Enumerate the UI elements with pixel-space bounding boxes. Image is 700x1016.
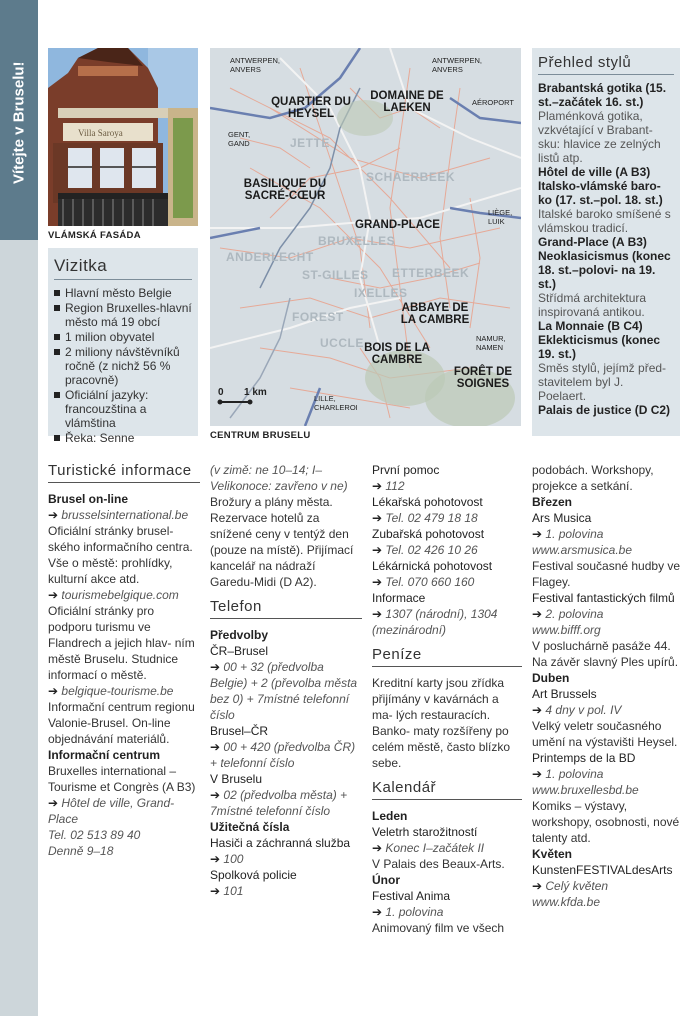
zubarska-number: ➔ Tel. 02 426 10 26 — [372, 542, 522, 558]
style-example: Grand-Place (A B3) — [538, 235, 647, 249]
direction-airport: AÉROPORT — [472, 98, 514, 107]
heading-zubarska: Zubařská pohotovost — [372, 527, 485, 541]
heading-policie: Spolková policie — [210, 868, 297, 882]
vizitka-item: Hlavní město Belgie — [54, 286, 192, 300]
heading-predvolby: Předvolby — [210, 628, 269, 642]
link-tourismebelgique[interactable]: ➔ tourismebelgique.com — [48, 587, 200, 603]
heading-lekarska: Lékařská pohotovost — [372, 495, 483, 509]
district-schaerbeek: SCHAERBEEK — [366, 170, 456, 184]
event-fantastic-film-text: V posluchárně pasáže 44. Na závěr slavný Ples upírů. — [532, 639, 679, 669]
heading-cr-brusel: ČR–Brusel — [210, 644, 269, 658]
info-center-text: Brožury a plány města. Rezervace hotelů za snížené ceny v tentýž den (pouze na místě). Přijímací kancelář na nádraží Garedu-Midi (D A2). — [210, 495, 354, 589]
prehled-box — [532, 48, 680, 436]
link-bifff[interactable]: www.bifff.org — [532, 623, 601, 637]
style-example: Hôtel de ville (A B3) — [538, 165, 651, 179]
vizitka-item: Řeka: Senne — [54, 431, 192, 445]
district-ixelles: IXELLES — [354, 286, 408, 300]
map-label-abbaye: ABBAYE DE LA CAMBRE — [400, 302, 470, 326]
event-veletrh-text: V Palais des Beaux-Arts. — [372, 857, 505, 871]
district-forest: FOREST — [292, 310, 344, 324]
column-telefon — [210, 462, 362, 899]
month-duben: Duben — [532, 671, 570, 685]
link-bruxellesbd[interactable]: www.bruxellesbd.be — [532, 783, 639, 797]
prvni-pomoc-number: ➔ 112 — [372, 478, 522, 494]
flemish-facade-photo — [48, 48, 198, 226]
map-label-heysel: QUARTIER DU HEYSEL — [271, 96, 351, 120]
month-unor: Únor — [372, 873, 400, 887]
vizitka-item: Oficiální jazyky: francouzština a vlámština — [54, 388, 192, 430]
link-brusselsinternational[interactable]: ➔ brusselsinternational.be — [48, 507, 200, 523]
column-tourist-info — [48, 462, 200, 859]
info-center-tel: Tel. 02 513 89 40 — [48, 828, 141, 842]
heading-hasici: Hasiči a záchranná služba — [210, 836, 351, 850]
hasici-number: ➔ 100 — [210, 851, 362, 867]
event-anima-text-cont: podobách. Workshopy, projekce a setkání. — [532, 463, 654, 493]
event-veletrh: Veletrh starožitností — [372, 825, 478, 839]
lekarska-number: ➔ Tel. 02 479 18 18 — [372, 510, 522, 526]
heading-brusel-cr: Brusel–ČR — [210, 724, 269, 738]
month-leden: Leden — [372, 809, 408, 823]
brusel-cr-format: ➔ 00 + 420 (předvolba ČR) + telefonní číslo — [210, 739, 362, 771]
direction-lille: LILLE, CHARLEROI — [314, 394, 358, 412]
photo-caption: VLÁMSKÁ FASÁDA — [48, 230, 141, 241]
penize-text: Kreditní karty jsou zřídka přijímány v kavárnách a ma- lých restauracích. Banko- maty rozšířeny po celém městě, často blízko sebe. — [372, 676, 511, 770]
section-title-kalendar: Kalendář — [372, 779, 522, 800]
event-ars-musica-date: ➔ 1. polovina — [532, 526, 682, 542]
event-art-brussels-text: Velký veletr současného umění na výstavišti Heysel. — [532, 719, 678, 749]
scale-end: 1 km — [244, 387, 267, 398]
text-info-center: Bruxelles international – Tourisme et Congrès (A B3) — [48, 764, 196, 794]
map-label-laeken: DOMAINE DE LAEKEN — [370, 90, 444, 114]
event-veletrh-date: ➔ Konec I–začátek II — [372, 840, 522, 856]
info-center-hours: Denně 9–18 — [48, 844, 114, 858]
event-printemps-bd: Printemps de la BD — [532, 751, 636, 765]
district-uccle: UCCLE — [320, 336, 364, 350]
text-brusselsinternational: Oficiální stránky brusel- ského informačního centra. Vše o městě: prohlídky, kulturní akce atd. — [48, 524, 193, 586]
direction-gent: GENT, GAND — [228, 130, 251, 148]
text-tourismebelgique: Oficiální stránky pro podporu turismu ve Flandrech a jejich hlav- ním městě Bruselu. Studnice informací o městě. — [48, 604, 195, 682]
event-anima-date: ➔ 1. polovina — [372, 904, 522, 920]
sidebar-strip — [0, 0, 38, 1016]
event-ars-musica: Ars Musica — [532, 511, 592, 525]
style-desc: Plaménková gotika, vzkvétající v Brabant- sku: hlavice ze zelných listů atp. — [538, 109, 661, 165]
link-arsmusica[interactable]: www.arsmusica.be — [532, 543, 633, 557]
event-kunstenfestival-date: ➔ Celý květen — [532, 878, 682, 894]
heading-lekarnicka: Lékárnická pohotovost — [372, 559, 493, 573]
policie-number: ➔ 101 — [210, 883, 362, 899]
link-belgique-tourisme[interactable]: ➔ belgique-tourisme.be — [48, 683, 200, 699]
info-center-address: ➔ Hôtel de ville, Grand-Place — [48, 795, 200, 827]
event-art-brussels: Art Brussels — [532, 687, 597, 701]
heading-v-bruselu: V Bruselu — [210, 772, 263, 786]
direction-antwerpen-1: ANTWERPEN, ANVERS — [230, 56, 281, 74]
sidebar-title: Vítejte v Bruselu! — [10, 61, 28, 184]
style-desc: Italské baroko smíšené s vlámskou tradicí. — [538, 207, 671, 235]
map-caption: CENTRUM BRUSELU — [210, 430, 311, 441]
link-kfda[interactable]: www.kfda.be — [532, 895, 601, 909]
event-anima: Festival Anima — [372, 889, 451, 903]
district-bruxelles: BRUXELLES — [318, 234, 396, 248]
style-example: Palais de justice (D C2) — [538, 403, 671, 417]
district-anderlecht: ANDERLECHT — [226, 250, 314, 264]
sidebar-title-block — [0, 0, 38, 240]
text-belgique-tourisme: Informační centrum regionu Valonie-Brusel. On-line objednávání materiálů. — [48, 700, 195, 746]
month-kveten: Květen — [532, 847, 573, 861]
map-label-bois: BOIS DE LA CAMBRE — [364, 342, 430, 366]
event-ars-musica-text: Festival současné hudby ve Flagey. — [532, 559, 681, 589]
section-title-penize: Peníze — [372, 646, 522, 667]
event-printemps-bd-date: ➔ 1. polovina — [532, 766, 682, 782]
style-name: Neoklasicismus (konec 18. st.–polovi- na 19. st.) — [538, 249, 671, 291]
district-st-gilles: ST-GILLES — [302, 268, 369, 282]
direction-antwerpen-2: ANTWERPEN, ANVERS — [432, 56, 483, 74]
heading-prvni-pomoc: První pomoc — [372, 463, 440, 477]
direction-liege: LIÈGE, LUIK — [488, 208, 513, 226]
vizitka-list — [54, 286, 192, 445]
lekarnicka-number: ➔ Tel. 070 660 160 — [372, 574, 522, 590]
section-title-telefon: Telefon — [210, 598, 362, 619]
informace-numbers: ➔ 1307 (národní), 1304 (mezinárodní) — [372, 606, 522, 638]
section-title-tourist-info: Turistické informace — [48, 462, 200, 483]
brussels-map — [210, 48, 521, 426]
event-art-brussels-date: ➔ 4 dny v pol. IV — [532, 702, 682, 718]
event-fantastic-film: Festival fantastických filmů — [532, 591, 675, 605]
info-center-hours-extra: (v zimě: ne 10–14; I–Velikonoce: zavřeno v ne) — [210, 463, 348, 493]
v-bruselu-format: ➔ 02 (předvolba města) + 7místné telefonní číslo — [210, 787, 362, 819]
column-penize-kalendar — [372, 462, 522, 936]
cr-brusel-format: ➔ 00 + 32 (předvolba Belgie) + 2 (převolba města bez 0) + 7místné telefonní číslo — [210, 659, 362, 723]
map-label-basilique: BASILIQUE DU SACRÉ-CŒUR — [243, 178, 327, 202]
heading-informace: Informace — [372, 591, 426, 605]
district-jette: JETTE — [290, 136, 330, 150]
style-name: Italsko-vlámské baro- ko (17. st.–pol. 18. st.) — [538, 179, 663, 207]
event-fantastic-film-date: ➔ 2. polovina — [532, 606, 682, 622]
heading-info-center: Informační centrum — [48, 748, 161, 762]
heading-uzitecna-cisla: Užitečná čísla — [210, 820, 290, 834]
event-printemps-bd-text: Komiks – výstavy, workshopy, osobnosti, nové talenty atd. — [532, 799, 680, 845]
map-label-foret: FORÊT DE SOIGNES — [453, 366, 513, 390]
vizitka-box — [48, 248, 198, 445]
vizitka-title: Vizitka — [54, 256, 192, 280]
direction-namur: NAMUR, NAMEN — [476, 334, 506, 352]
style-name: Brabantská gotika (15. st.–začátek 16. st.) — [538, 81, 667, 109]
style-example: La Monnaie (B C4) — [538, 319, 643, 333]
villa-sign-text: Villa Saroya — [78, 128, 123, 138]
scale-start: 0 — [218, 387, 224, 398]
column-kalendar-cont — [532, 462, 682, 910]
vizitka-item: Region Bruxelles-hlavní město má 19 obcí — [54, 301, 192, 329]
district-etterbeek: ETTERBEEK — [392, 266, 470, 280]
style-desc: Střídmá architektura inspirovaná antikou. — [538, 291, 647, 319]
heading-online: Brusel on-line — [48, 492, 129, 506]
month-brezen: Březen — [532, 495, 573, 509]
style-name: Eklekticismus (konec 19. st.) — [538, 333, 661, 361]
style-desc: Směs stylů, jejímž před- stavitelem byl J. Poelaert. — [538, 361, 667, 403]
prehled-title: Přehled stylů — [538, 54, 674, 75]
vizitka-item: 2 miliony návštěvníků ročně (z nichž 56 % pracovně) — [54, 345, 192, 387]
vizitka-item: 1 milion obyvatel — [54, 330, 192, 344]
event-anima-text: Animovaný film ve všech — [372, 921, 505, 935]
event-kunstenfestival: KunstenFESTIVALdesArts — [532, 863, 673, 877]
map-label-grand-place: GRAND-PLACE — [355, 219, 440, 231]
